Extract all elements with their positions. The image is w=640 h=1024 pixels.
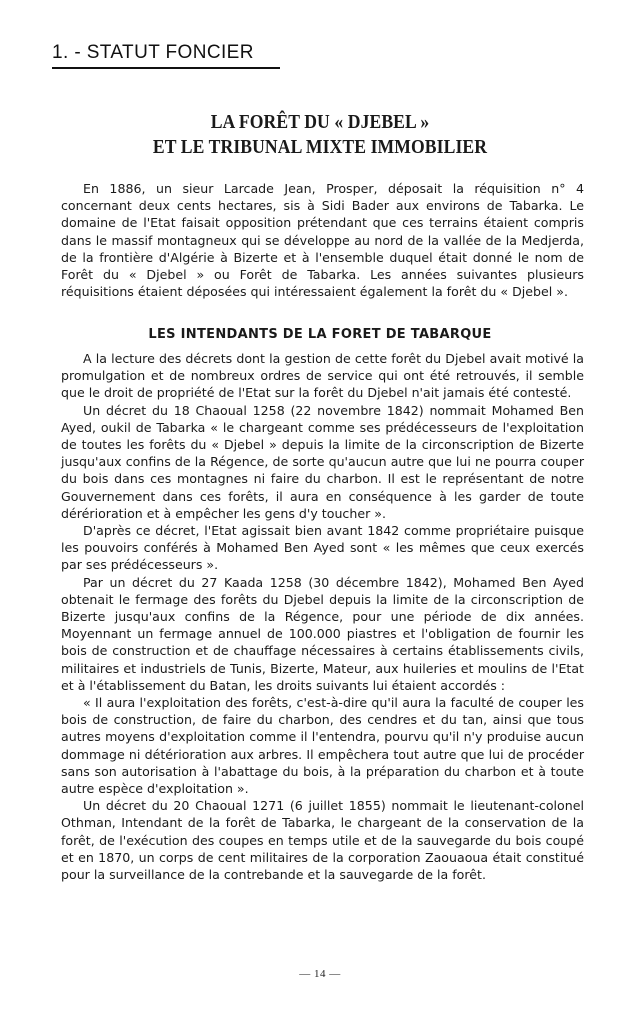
title-line-1: LA FORÊT DU « DJEBEL » bbox=[210, 111, 430, 133]
page-number: — 14 — bbox=[299, 968, 341, 980]
section-heading: 1. - STATUT FONCIER bbox=[52, 42, 280, 69]
article-title bbox=[79, 110, 561, 160]
main-body bbox=[61, 350, 584, 883]
paragraph-6: Un décret du 20 Chaoual 1271 (6 juillet 1855) nommait le lieutenant-colonel Othman, Intendant de la forêt de Tabarka, le chargeant de la conservation de la forêt, de l'exécution des coupes en temps utile et de la sauvegarde du bois coupé et en 1870, un corps de cent militaires de la corporation Zaouaoua était constitué pour la surveillance de la contrebande et la sauvegarde de la forêt. bbox=[61, 798, 584, 883]
subheading: LES INTENDANTS DE LA FORET DE TABARQUE bbox=[148, 327, 492, 342]
paragraph-5-quote: « Il aura l'exploitation des forêts, c'est-à-dire qu'il aura la faculté de couper les bois de construction, de faire du charbon, des cendres et du tan, ainsi que tous autres moyens d'exploitation comme il l'entendra, pourvu qu'il n'y produise aucun dommage ni détérioration aux arbres. Il empêchera tout autre que lui de procéder sans son autorisation à l'abattage du bois, à la préparation du charbon et à toute autre espèce d'exploitation ». bbox=[61, 695, 584, 797]
paragraph-4: Par un décret du 27 Kaada 1258 (30 décembre 1842), Mohamed Ben Ayed obtenait le fermage des forêts du Djebel depuis la limite de la circonscription de Bizerte jusqu'aux confins de la Régence, pour une période de dix années. Moyennant un fermage annuel de 100.000 piastres et l'obligation de fournir les bois de construction et de chauffage nécessaires à certains établissements civils, militaires et industriels de Tunis, Bizerte, Mateur, aux huileries et moulins de l'Etat et à l'établissement du Batan, les droits suivants lui étaient accordés : bbox=[61, 574, 584, 693]
intro-paragraph: En 1886, un sieur Larcade Jean, Prosper, déposait la réquisition n° 4 concernant deux cents hectares, sis à Sidi Bader aux environs de Tabarka. Le domaine de l'Etat faisait opposition prétendant que ces terrains étaient compris dans le massif montagneux qui se développe au nord de la vallée de la Medjerda, de la frontière d'Algérie à Bizerte et à l'ensemble duquel était donné le nom de Forêt du « Djebel » ou Forêt de Tabarka. Les années suivantes plusieurs réquisitions étaient déposées qui intéressaient également la forêt du « Djebel ». bbox=[61, 181, 584, 300]
title-line-2: ET LE TRIBUNAL MIXTE IMMOBILIER bbox=[152, 136, 488, 158]
paragraph-2: Un décret du 18 Chaoual 1258 (22 novembre 1842) nommait Mohamed Ben Ayed, oukil de Tabarka « le chargeant comme ses prédécesseurs de l'exploitation de toutes les forêts du « Djebel » depuis la limite de la circonscription de Bizerte jusqu'aux confins de la Régence, de sorte qu'aucun autre que lui ne pourra couper du bois dans ces montagnes ni faire du charbon. Il est le représentant de notre Gouvernement dans ces forêts, il aura en conséquence à les garder de toute dérérioration et à empêcher les gens d'y toucher ». bbox=[61, 402, 584, 521]
intro-block bbox=[61, 180, 584, 300]
paragraph-3: D'après ce décret, l'Etat agissait bien avant 1842 comme propriétaire puisque les pouvoirs conférés à Mohamed Ben Ayed sont « les mêmes que ceux exercés par ses prédécesseurs ». bbox=[61, 523, 584, 573]
paragraph-1: A la lecture des décrets dont la gestion de cette forêt du Djebel avait motivé la promulgation et de nombreux ordres de service qui ont été retrouvés, il semble que le droit de propriété de l'Etat sur la forêt du Djebel n'ait jamais été contesté. bbox=[61, 351, 584, 401]
